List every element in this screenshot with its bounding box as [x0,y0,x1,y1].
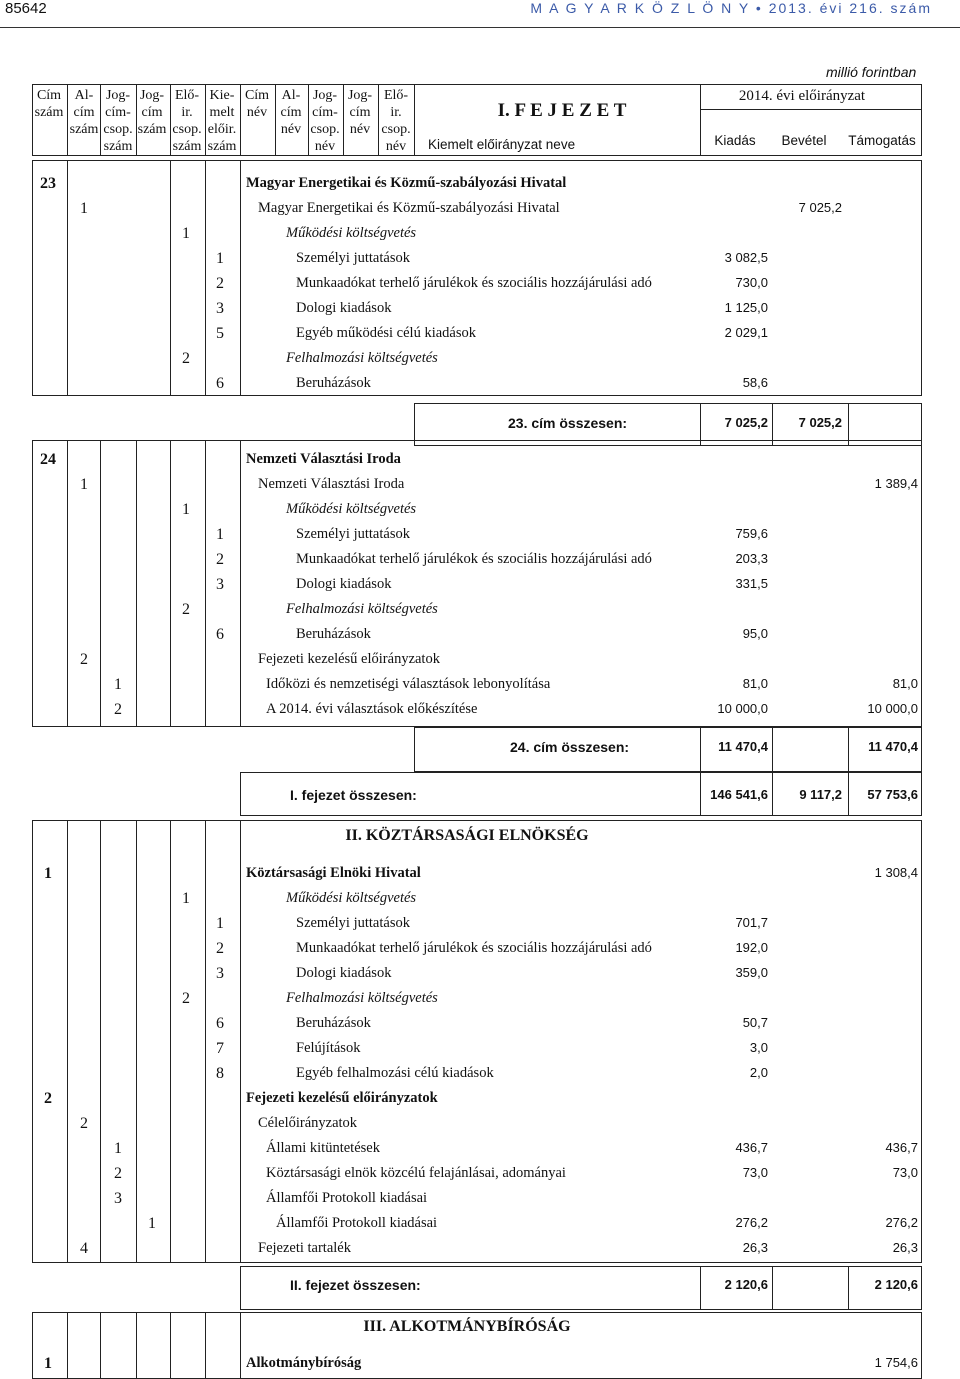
column-header-h11: Elő- [383,88,409,103]
code-column-divider [170,440,171,727]
header-divider [378,84,379,156]
code-c6: 2 [216,551,224,568]
code-c6: 3 [216,576,224,593]
column-divider [848,727,849,772]
column-divider [772,1266,773,1310]
row-name: Működési költségvetés [286,501,417,517]
column-header-h11: csop. [381,122,411,137]
column-header-h7: név [246,105,268,120]
row-name: Magyar Energetikai és Közmű-szabályozási Hivatal [246,175,567,191]
tamogatas-value: 276,2 [885,1215,918,1230]
column-divider [772,727,773,772]
code-c6: 2 [216,940,224,957]
kiadas-value: 759,6 [735,526,768,541]
header-divider [240,84,241,156]
row-name: Dologi kiadások [296,965,392,981]
code-column-divider [205,1312,206,1379]
row-name: Felújítások [296,1040,361,1056]
row-name: Köztársasági Elnöki Hivatal [246,865,421,881]
row-name: Beruházások [296,1015,371,1031]
column-header-h6: Kie- [209,88,235,103]
column-header-bevetel: Bevétel [781,133,827,148]
header-divider [205,84,206,156]
kiadas-value: 1 125,0 [724,300,768,315]
column-header-h8: Al- [281,88,301,103]
column-header-h8: név [280,122,302,137]
column-header-tamogatas: Támogatás [848,133,916,148]
header-divider [100,84,101,156]
header-divider [308,84,309,156]
code-c6: 6 [216,375,224,392]
row-name: Munkaadókat terhelő járulékok és szociális hozzájárulási adó [296,275,652,291]
code-c6: 3 [216,300,224,317]
kiadas-value: 2,0 [749,1065,768,1080]
column-header-h4: szám [137,122,167,137]
column-header-h3: cím- [105,105,131,120]
column-header-h1: Cím [36,88,62,103]
kiadas-value: 331,5 [735,576,768,591]
column-divider [848,1266,849,1310]
column-header-h9: Jog- [312,88,338,103]
column-header-h2: cím [73,105,95,120]
row-name: Dologi kiadások [296,576,392,592]
column-header-h6: szám [207,139,237,154]
row-name: Államfői Protokoll kiadásai [266,1190,428,1206]
row-name: Egyéb működési célú kiadások [296,325,476,341]
code-c5: 2 [182,601,190,618]
header-rule [0,27,960,28]
column-header-h6: melt [209,105,235,120]
column-header-h7: Cím [244,88,270,103]
publication-title: M A G Y A R K Ö Z L Ö N Y • 2013. évi 216. szám [530,0,932,16]
column-header-h11: név [385,139,407,154]
column-divider [848,772,849,816]
bevetel-value: 7 025,2 [798,200,842,215]
row-name: Fejezeti kezelésű előirányzatok [246,1090,438,1106]
column-header-h4: Jog- [139,88,165,103]
header-divider [700,84,701,156]
code-c3: 1 [114,676,122,693]
kiadas-value: 50,7 [742,1015,768,1030]
column-header-h1: szám [34,105,64,120]
row-name: Dologi kiadások [296,300,392,316]
section-box [32,820,922,1263]
row-name: Nemzeti Választási Iroda [246,451,401,467]
row-name: Célelőirányzatok [258,1115,358,1131]
code-column-divider [170,820,171,1263]
total-bevetel: 7 025,2 [798,415,842,430]
tamogatas-value: 10 000,0 [867,701,918,716]
row-name: Nemzeti Választási Iroda [258,476,405,492]
column-header-h9: cím- [312,105,338,120]
column-divider [772,772,773,816]
row-name: Személyi juttatások [296,915,410,931]
column-divider [700,727,701,772]
column-header-year: 2014. évi előirányzat [738,88,866,104]
code-column-divider [67,160,68,396]
row-name: Időközi és nemzetiségi választások lebonyolítása [266,676,551,692]
row-name: Személyi juttatások [296,250,410,266]
kiadas-value: 26,3 [742,1240,768,1255]
code-c5: 2 [182,350,190,367]
tamogatas-value: 1 308,4 [874,865,918,880]
code-c6: 1 [216,915,224,932]
row-name: Személyi juttatások [296,526,410,542]
chapter-total-bevetel: 9 117,2 [799,787,842,802]
code-c3: 2 [114,701,122,718]
code-column-divider [100,820,101,1263]
code-c5: 2 [182,990,190,1007]
row-name: Működési költségvetés [286,225,417,241]
header-divider [67,84,68,156]
code-c2: 4 [80,1240,88,1257]
column-header-h3: szám [103,139,133,154]
code-c6: 2 [216,275,224,292]
code-column-divider [100,1312,101,1379]
header-divider [275,84,276,156]
chapter-total-label: II. fejezet összesen: [290,1277,421,1293]
code-c6: 6 [216,626,224,643]
kiadas-value: 730,0 [735,275,768,290]
code-c6: 1 [216,250,224,267]
code-column-divider [67,820,68,1263]
kiadas-value: 701,7 [735,915,768,930]
kiadas-value: 276,2 [735,1215,768,1230]
column-header-h2: szám [69,122,99,137]
kiadas-value: 2 029,1 [724,325,768,340]
kiadas-value: 436,7 [735,1140,768,1155]
code-column-divider [136,1312,137,1379]
row-name: Alkotmánybíróság [246,1355,362,1371]
code-column-divider [136,820,137,1263]
column-header-h6: előir. [207,122,237,137]
total-label: 23. cím összesen: [508,415,628,431]
chapter-total-tamogatas: 57 753,6 [867,787,918,802]
tamogatas-value: 436,7 [885,1140,918,1155]
column-divider [700,772,701,816]
total-kiadas: 7 025,2 [724,415,768,430]
code-c6: 5 [216,325,224,342]
code-column-divider [240,820,241,1263]
code-column-divider [240,440,241,727]
chapter-total-tamogatas: 2 120,6 [874,1277,918,1292]
tamogatas-value: 1 389,4 [874,476,918,491]
code-c5: 1 [182,501,190,518]
code-column-divider [240,160,241,396]
row-name: Fejezeti tartalék [258,1240,351,1256]
chapter-total-kiadas: 2 120,6 [724,1277,768,1292]
kiadas-value: 3 082,5 [724,250,768,265]
chapter-title: II. KÖZTÁRSASÁGI ELNÖKSÉG [345,827,589,844]
row-name: Beruházások [296,626,371,642]
kiadas-value: 73,0 [742,1165,768,1180]
code-c6: 6 [216,1015,224,1032]
code-column-divider [205,160,206,396]
total-kiadas: 11 470,4 [718,739,768,754]
kiadas-value: 81,0 [742,676,768,691]
kiadas-value: 203,3 [735,551,768,566]
header-divider [343,84,344,156]
row-name: Felhalmozási költségvetés [286,601,438,617]
column-header-h2: Al- [74,88,94,103]
unit-label: millió forintban [826,64,917,80]
code-c1: 23 [40,175,56,192]
column-header-h3: Jog- [105,88,131,103]
code-column-divider [136,440,137,727]
kiadas-value: 95,0 [742,626,768,641]
column-header-h11: ir. [390,105,402,120]
row-name: Munkaadókat terhelő járulékok és szociális hozzájárulási adó [296,940,652,956]
row-name: A 2014. évi választások előkészítése [266,701,478,717]
code-c6: 7 [216,1040,224,1057]
row-name: Munkaadókat terhelő járulékok és szociális hozzájárulási adó [296,551,652,567]
header-divider [414,84,415,156]
row-name: Felhalmozási költségvetés [286,350,438,366]
code-c3: 3 [114,1190,122,1207]
row-name: Magyar Energetikai és Közmű-szabályozási Hivatal [258,200,560,216]
chapter-total-label: I. fejezet összesen: [290,787,417,803]
code-c1: 2 [44,1090,52,1107]
header-divider [170,84,171,156]
code-c2: 2 [80,1115,88,1132]
column-header-h10: Jog- [347,88,373,103]
total-box [414,727,922,772]
row-name: Egyéb felhalmozási célú kiadások [296,1065,494,1081]
tamogatas-value: 73,0 [892,1165,918,1180]
code-c3: 2 [114,1165,122,1182]
column-divider [700,1266,701,1310]
column-header-h5: szám [172,139,202,154]
tamogatas-value: 81,0 [892,676,918,691]
column-header-h9: név [314,139,336,154]
row-name: Államfői Protokoll kiadásai [276,1215,438,1231]
column-header-h5: csop. [172,122,202,137]
kiadas-value: 359,0 [735,965,768,980]
tamogatas-value: 26,3 [892,1240,918,1255]
code-c1: 1 [44,1355,52,1372]
code-column-divider [100,440,101,727]
code-column-divider [240,1312,241,1379]
row-name: Működési költségvetés [286,890,417,906]
code-c5: 1 [182,890,190,907]
tamogatas-value: 1 754,6 [874,1355,918,1370]
chapter-total-kiadas: 146 541,6 [710,787,768,802]
code-column-divider [67,440,68,727]
code-c1: 24 [40,451,56,468]
code-c2: 1 [80,200,88,217]
column-header-h10: név [349,122,371,137]
row-name: Állami kitüntetések [266,1140,380,1156]
kiadas-value: 58,6 [742,375,768,390]
page-number: 85642 [5,0,47,17]
code-column-divider [205,820,206,1263]
code-column-divider [170,1312,171,1379]
code-c6: 8 [216,1065,224,1082]
column-header-h8: cím [280,105,302,120]
column-header-kiadas: Kiadás [714,133,756,148]
column-header-name: Kiemelt előirányzat neve [428,137,576,152]
kiadas-value: 192,0 [735,940,768,955]
code-c4: 1 [148,1215,156,1232]
code-c3: 1 [114,1140,122,1157]
row-name: Köztársasági elnök közcélú felajánlásai, adományai [266,1165,566,1181]
code-c6: 3 [216,965,224,982]
total-tamogatas: 11 470,4 [868,739,918,754]
year-rule [700,109,922,110]
code-c6: 1 [216,526,224,543]
column-header-h10: cím [349,105,371,120]
row-name: Beruházások [296,375,371,391]
column-header-h5: ir. [181,105,193,120]
header-divider [136,84,137,156]
chapter-heading: I. F E J E Z E T [497,100,627,121]
total-label: 24. cím összesen: [510,739,630,755]
kiadas-value: 10 000,0 [717,701,768,716]
code-column-divider [205,440,206,727]
column-header-h4: cím [141,105,163,120]
row-name: Fejezeti kezelésű előirányzatok [258,651,440,667]
code-c5: 1 [182,225,190,242]
code-c1: 1 [44,865,52,882]
code-c2: 2 [80,651,88,668]
column-header-h3: csop. [103,122,133,137]
row-name: Felhalmozási költségvetés [286,990,438,1006]
code-column-divider [170,160,171,396]
code-c2: 1 [80,476,88,493]
kiadas-value: 3,0 [749,1040,768,1055]
chapter-title: III. ALKOTMÁNYBÍRÓSÁG [363,1318,571,1335]
code-column-divider [67,1312,68,1379]
column-header-h9: csop. [310,122,340,137]
column-header-h5: Elő- [174,88,200,103]
